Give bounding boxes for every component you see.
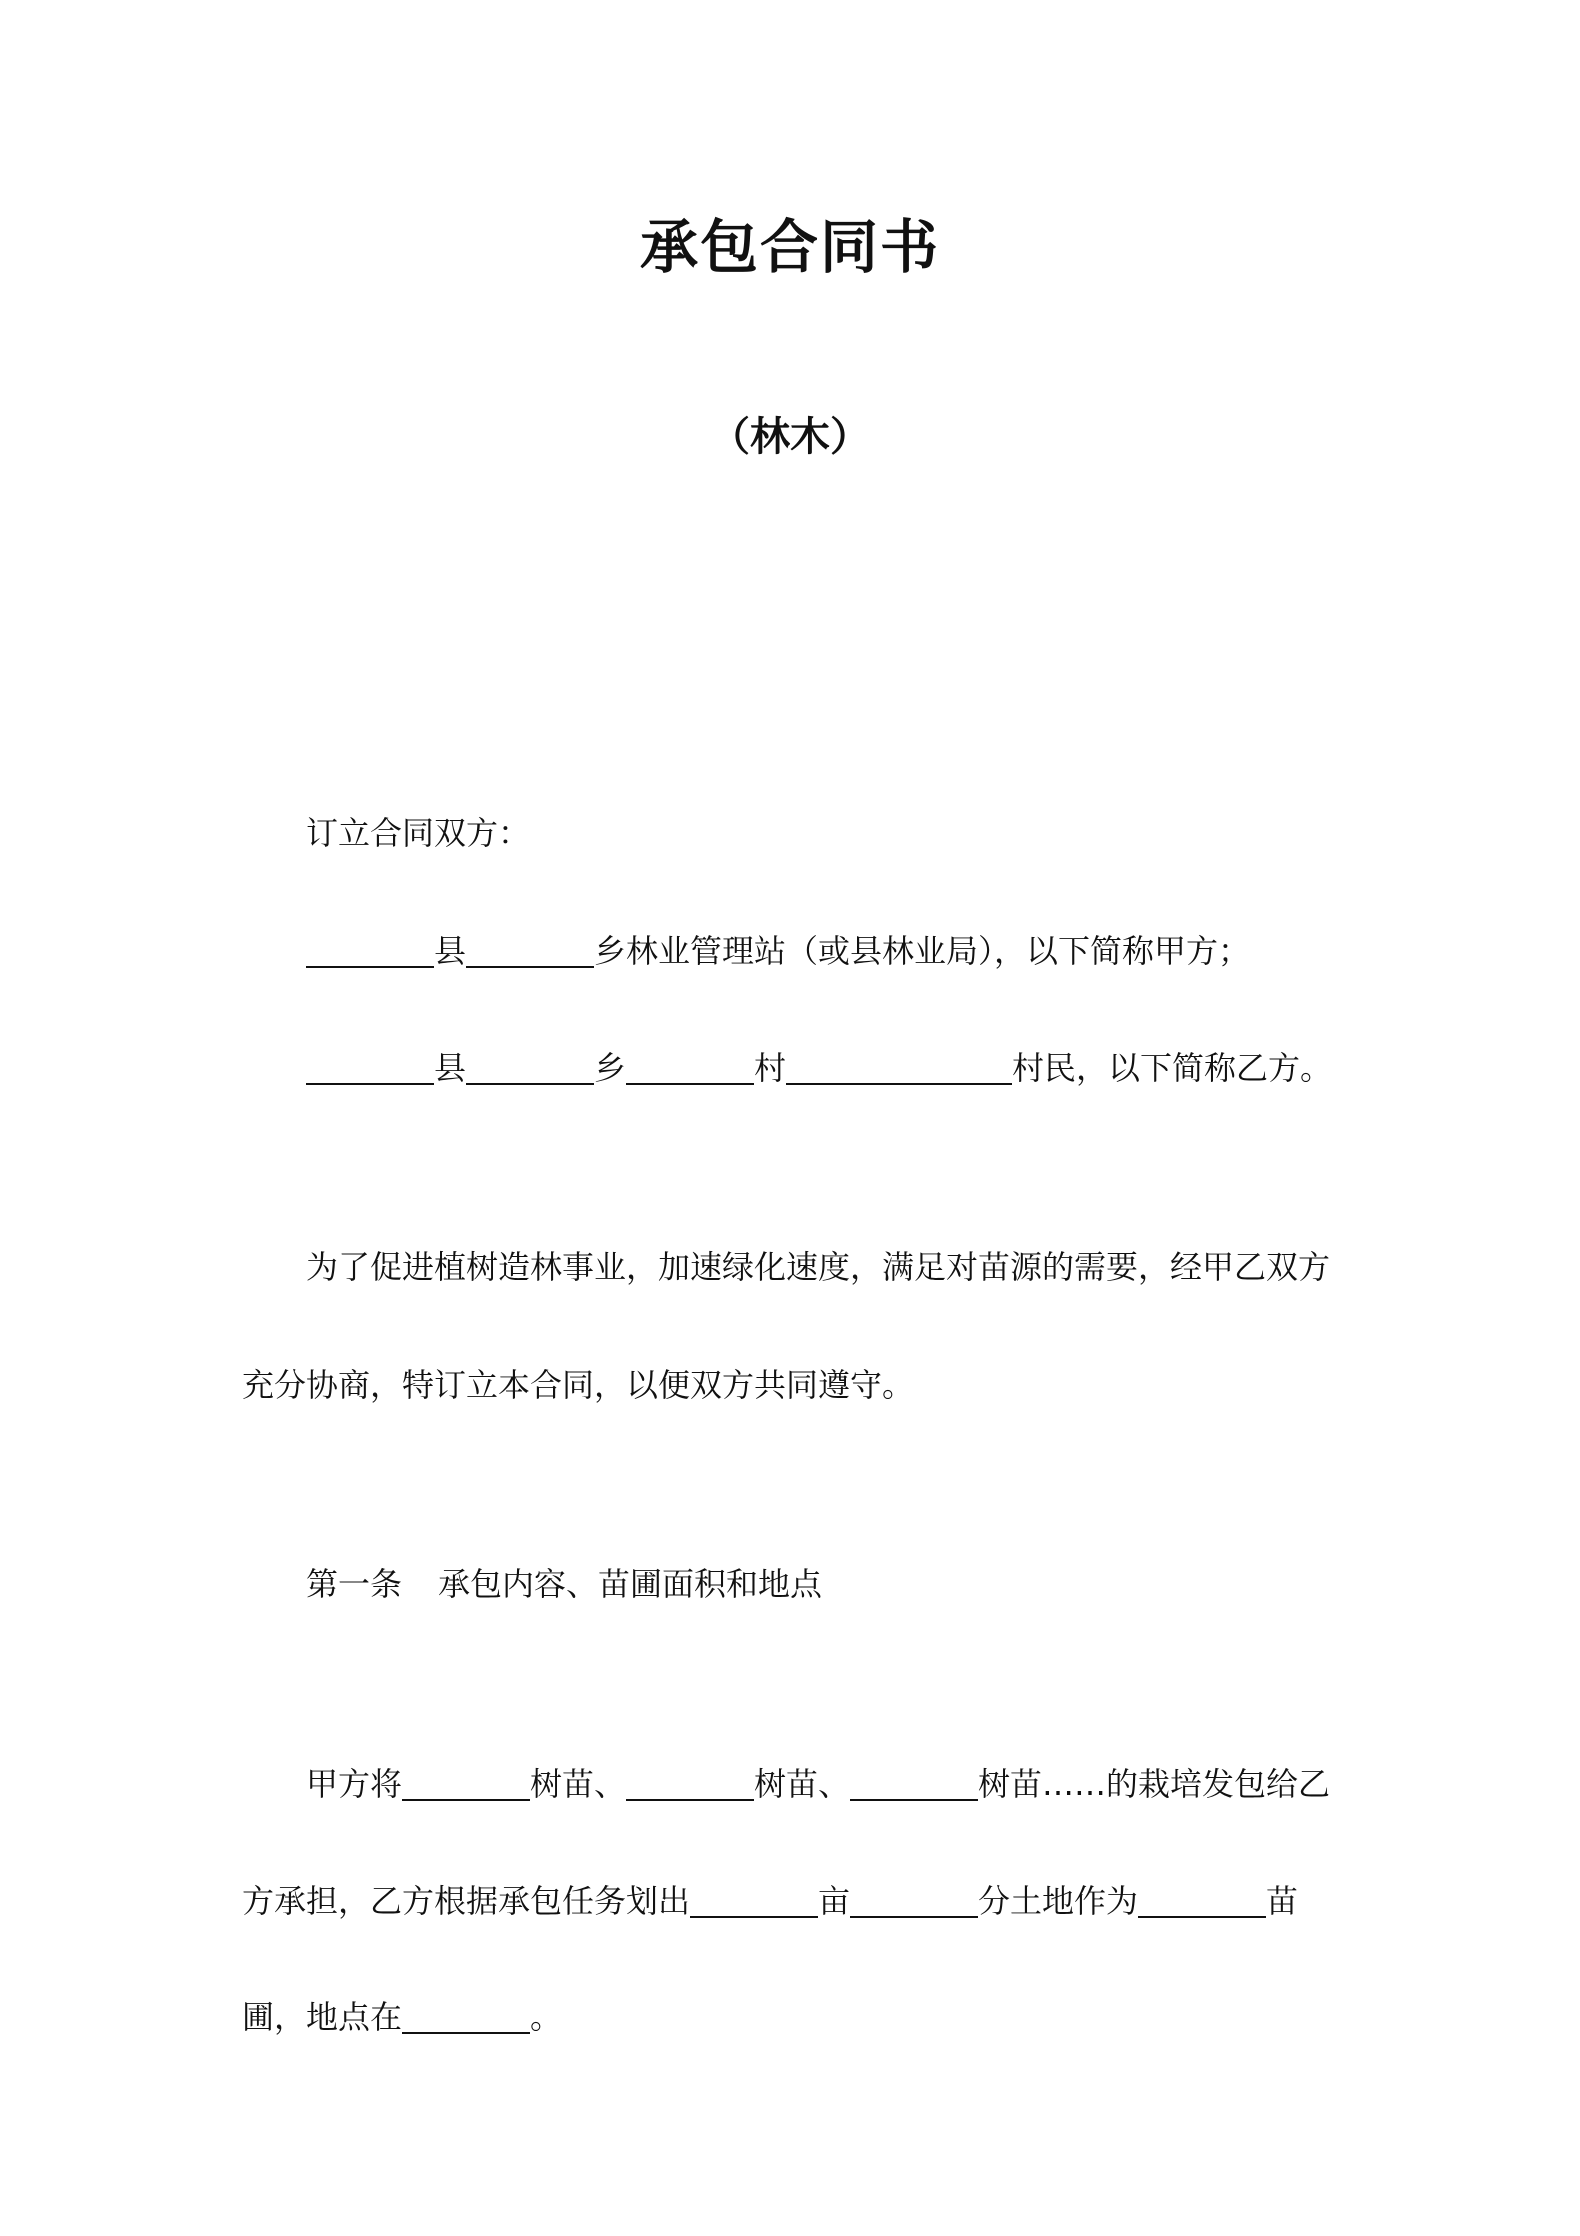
parties-heading: 订立合同双方： — [306, 814, 531, 852]
party-b-text: 村民，以下简称乙方。 — [1012, 1049, 1333, 1087]
blank-field[interactable] — [786, 1049, 1012, 1085]
article-1-paragraph-line-2 — [242, 1879, 1298, 1923]
blank-field[interactable] — [626, 1765, 754, 1801]
party-b-village-label: 村 — [754, 1049, 787, 1087]
purpose-line-1: 为了促进植树造林事业，加速绿化速度，满足对苗源的需要，经甲乙双方 — [306, 1248, 1331, 1286]
seedling-label: 树苗、 — [754, 1765, 851, 1803]
blank-field[interactable] — [690, 1882, 818, 1918]
article-1-paragraph-line-3 — [242, 1995, 562, 2039]
article-1-text: 甲方将 — [306, 1765, 403, 1803]
purpose-line-2: 充分协商，特订立本合同，以便双方共同遵守。 — [242, 1366, 915, 1404]
party-b-line — [306, 1046, 1332, 1090]
blank-field[interactable] — [466, 1049, 594, 1085]
article-1-text: 方承担，乙方根据承包任务划出 — [242, 1882, 691, 1920]
party-a-line — [306, 929, 1250, 973]
article-1-paragraph-line-1 — [306, 1762, 1330, 1806]
fen-label: 分土地作为 — [978, 1882, 1139, 1920]
seedling-label: 树苗……的栽培发包给乙 — [978, 1765, 1331, 1803]
blank-field[interactable] — [850, 1882, 978, 1918]
blank-field[interactable] — [850, 1765, 978, 1801]
period: 。 — [530, 1998, 563, 2036]
mu-label: 亩 — [818, 1882, 851, 1920]
seedling-label: 树苗、 — [530, 1765, 627, 1803]
article-1-heading — [306, 1562, 822, 1606]
blank-field[interactable] — [306, 1049, 434, 1085]
miao-label: 苗 — [1266, 1882, 1299, 1920]
document-title: 承包合同书 — [639, 213, 940, 281]
blank-field[interactable] — [306, 932, 434, 968]
blank-field[interactable] — [402, 1998, 530, 2034]
document-subtitle: （林木） — [710, 414, 870, 460]
blank-field[interactable] — [466, 932, 594, 968]
party-a-text: 乡林业管理站（或县林业局），以下简称甲方； — [594, 932, 1251, 970]
article-1-number: 第一条 — [306, 1565, 403, 1603]
article-1-title: 承包内容、苗圃面积和地点 — [438, 1565, 823, 1603]
party-a-county-label: 县 — [434, 932, 467, 970]
blank-field[interactable] — [1138, 1882, 1266, 1918]
blank-field[interactable] — [402, 1765, 530, 1801]
party-b-county-label: 县 — [434, 1049, 467, 1087]
party-b-township-label: 乡 — [594, 1049, 627, 1087]
article-1-text: 圃，地点在 — [242, 1998, 403, 2036]
blank-field[interactable] — [626, 1049, 754, 1085]
